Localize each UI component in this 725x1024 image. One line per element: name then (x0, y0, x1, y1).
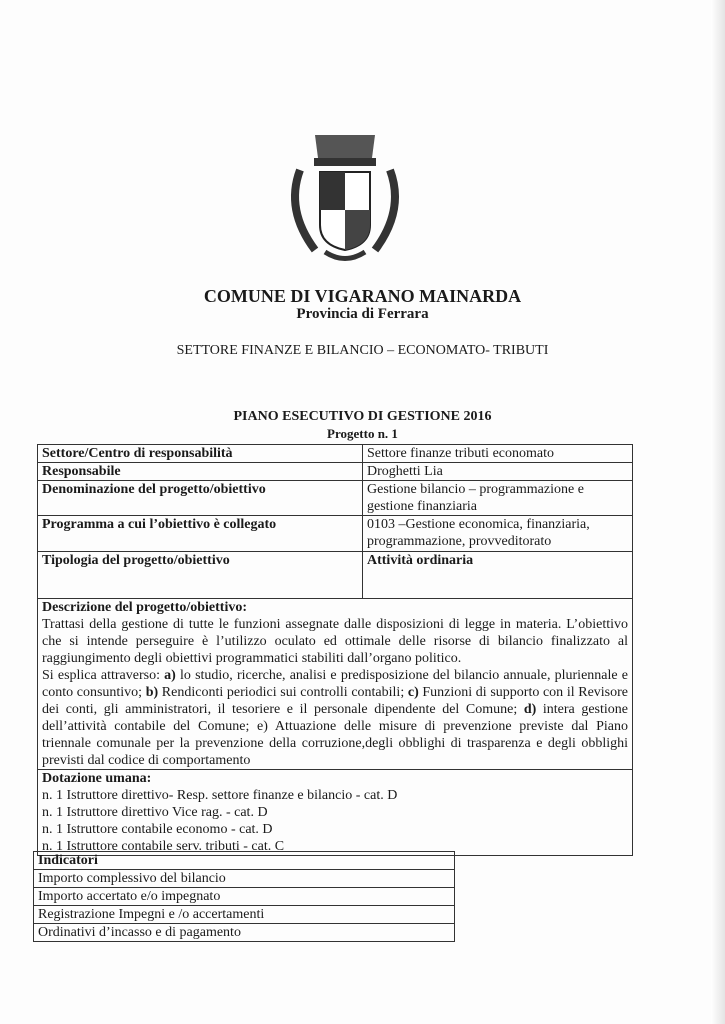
row-label: Responsabile (38, 463, 363, 481)
indicator-item: Registrazione Impegni e /o accertamenti (34, 906, 455, 924)
text: a) (164, 668, 176, 683)
description-paragraph: Trattasi della gestione di tutte le funzioni assegnate dalle disposizioni di legge in materia. L’obiettivo che si intende perseguire è l’utilizzo oculato ed ottimale delle risorse di bilancio finalizzato al raggiungimento degli obiettivi programmatici stabiliti dall’organo politico. (42, 617, 628, 666)
municipality-name: COMUNE DI VIGARANO MAINARDA (203, 286, 522, 306)
description-label: Descrizione del progetto/obiettivo: (42, 600, 248, 615)
row-value: 0103 –Gestione economica, finanziaria, programmazione, provveditorato (363, 516, 633, 552)
staff-item: n. 1 Istruttore direttivo Vice rag. - cat. D (42, 805, 268, 820)
table-row (34, 924, 455, 942)
text: Funzioni di supporto con il Revisore dei conti, gli amministratori, il tesoriere e il personale dipendente del Comune; (42, 685, 629, 717)
table-row (38, 481, 633, 516)
coat-of-arms-icon (280, 130, 410, 270)
row-value: Attività ordinaria (363, 552, 633, 599)
table-row (38, 552, 633, 599)
staff-item: n. 1 Istruttore direttivo- Resp. settore finanze e bilancio - cat. D (42, 788, 398, 803)
row-label: Programma a cui l’obiettivo è collegato (38, 516, 363, 552)
text: b) (145, 685, 159, 700)
staff-item: n. 1 Istruttore contabile economo - cat. D (42, 822, 273, 837)
table-row (38, 445, 633, 463)
row-value: Droghetti Lia (363, 463, 633, 481)
staff-item: n. 1 Istruttore contabile serv. tributi - cat. C (42, 839, 285, 854)
table-row (34, 852, 455, 870)
text: lo studio, ricerche, analisi e predisposizione del bilancio annuale, pluriennale e conto consuntivo; (42, 668, 628, 700)
staff-row (38, 770, 633, 856)
row-label: Denominazione del progetto/obiettivo (38, 481, 363, 516)
text: d) (523, 702, 537, 717)
info-table (37, 444, 633, 856)
table-row (38, 463, 633, 481)
row-value: Settore finanze tributi economato (363, 445, 633, 463)
table-row (34, 888, 455, 906)
row-label: Tipologia del progetto/obiettivo (38, 552, 363, 599)
scan-edge (711, 0, 725, 1024)
indicators-label: Indicatori (34, 852, 455, 870)
project-number: Progetto n. 1 (327, 426, 398, 441)
row-label: Settore/Centro di responsabilità (38, 445, 363, 463)
text: c) (407, 685, 419, 700)
row-value: Gestione bilancio – programmazione e gestione finanziaria (363, 481, 633, 516)
indicator-item: Importo accertato e/o impegnato (34, 888, 455, 906)
table-row (34, 870, 455, 888)
plan-title: PIANO ESECUTIVO DI GESTIONE 2016 (233, 409, 492, 424)
sector-heading: SETTORE FINANZE E BILANCIO – ECONOMATO- TRIBUTI (176, 343, 549, 358)
indicators-table (33, 851, 455, 942)
table-row (34, 906, 455, 924)
description-row (38, 599, 633, 770)
province-name: Provincia di Ferrara (296, 306, 429, 322)
staff-label: Dotazione umana: (42, 771, 152, 786)
description-paragraph (42, 667, 628, 769)
text: intera gestione dell’attività contabile del Comune; e) Attuazione delle misure di prevenzione previste dal Piano triennale comunale per la prevenzione della corruzione,degli obblighi di trasparenza e degli obblighi previsti dal codice di comportamento (42, 702, 628, 768)
table-row (38, 516, 633, 552)
indicator-item: Importo complessivo del bilancio (34, 870, 455, 888)
indicator-item: Ordinativi d’incasso e di pagamento (34, 924, 455, 942)
text: Si esplica attraverso: (42, 668, 165, 683)
text: Rendiconti periodici sui controlli contabili; (158, 685, 408, 700)
